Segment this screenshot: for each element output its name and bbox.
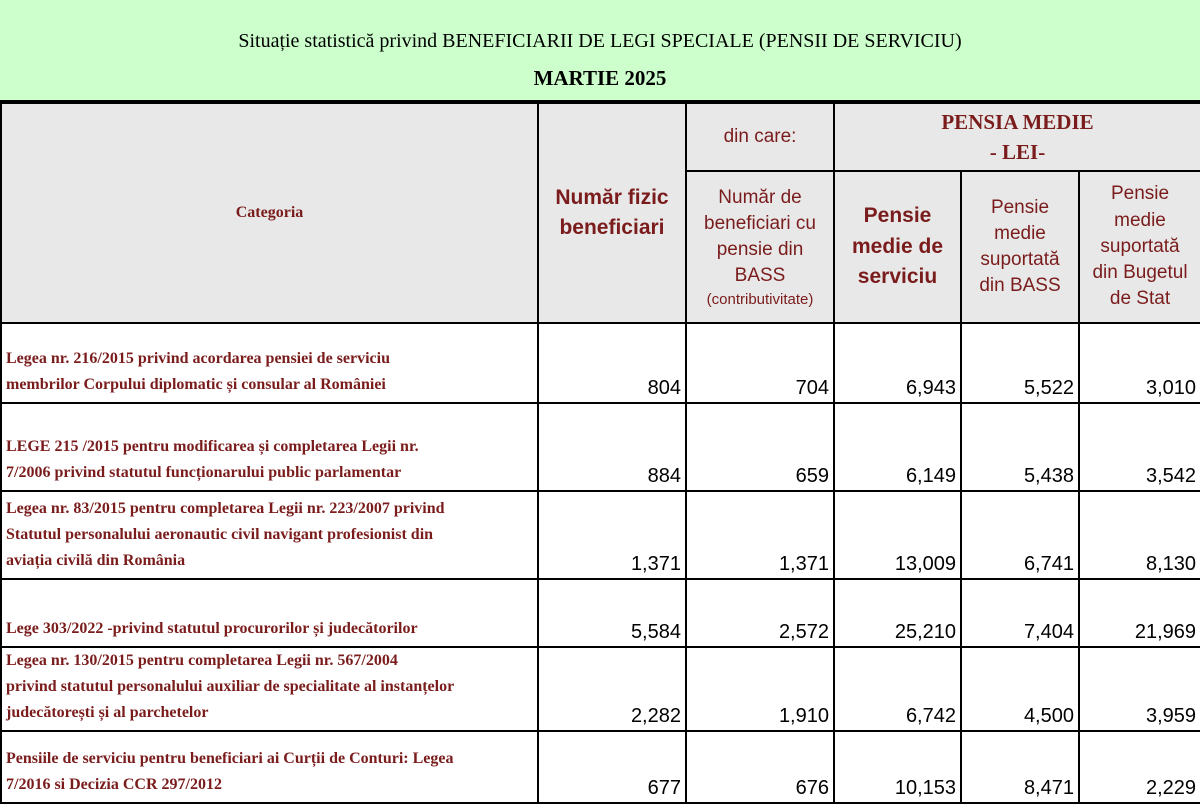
row-category-line: aviația civilă din România <box>6 552 186 570</box>
cell-pensie-serviciu: 6,943 <box>834 323 961 403</box>
row-category <box>1 403 538 491</box>
header-pensie-bass-line3: suportată <box>980 249 1060 270</box>
header-pensia-medie-line2: - LEI- <box>989 140 1046 164</box>
header-numar-bass-line1: Număr de <box>718 186 802 208</box>
header-pensie-buget-stat-line5: de Stat <box>1109 288 1171 310</box>
cell-pensie-serviciu: 6,149 <box>834 403 961 491</box>
row-category-line: Legea nr. 216/2015 privind acordarea pensiei de serviciu <box>6 350 390 368</box>
cell-numar-bass: 1,371 <box>686 491 834 579</box>
header-numar-bass-line3: pensie din <box>716 239 804 261</box>
row-category-line: Legea nr. 130/2015 pentru completarea Legii nr. 567/2004 <box>6 652 398 669</box>
header-pensie-buget-stat-line4: din Bugetul <box>1092 262 1188 284</box>
cell-pensie-bass: 6,741 <box>961 491 1079 579</box>
pension-stats-table <box>0 102 1200 804</box>
table-row <box>1 323 1200 403</box>
table-row <box>1 403 1200 491</box>
cell-numar-bass: 659 <box>686 403 834 491</box>
row-category <box>1 579 538 647</box>
header-numar-bass <box>686 171 834 323</box>
cell-numar-fizic: 2,282 <box>538 647 686 731</box>
cell-pensie-bass: 4,500 <box>961 647 1079 731</box>
cell-pensie-bass: 5,522 <box>961 323 1079 403</box>
header-pensia-medie <box>834 103 1200 171</box>
row-category <box>1 647 538 731</box>
cell-numar-bass: 704 <box>686 323 834 403</box>
header-pensie-bass-line4: din BASS <box>979 275 1061 297</box>
cell-numar-fizic: 1,371 <box>538 491 686 579</box>
report-period: MARTIE 2025 <box>533 66 667 90</box>
cell-pensie-buget-stat: 3,542 <box>1079 403 1200 491</box>
row-category-line: judecătorești și al parchetelor <box>6 703 209 721</box>
header-din-care-label: din care: <box>723 126 797 147</box>
header-numar-bass-line2: beneficiari cu <box>704 213 816 235</box>
cell-numar-bass: 1,910 <box>686 647 834 731</box>
header-pensie-bass <box>961 171 1079 323</box>
cell-pensie-buget-stat: 3,010 <box>1079 323 1200 403</box>
cell-numar-bass: 676 <box>686 731 834 803</box>
row-category <box>1 731 538 803</box>
header-pensie-bass-line2: medie <box>994 222 1046 244</box>
header-pensie-buget-stat-line3: suportată <box>1100 235 1180 257</box>
table-row <box>1 647 1200 731</box>
header-pensie-serviciu-line3: serviciu <box>857 265 938 289</box>
cell-pensie-buget-stat: 2,229 <box>1079 731 1200 803</box>
row-category-line: Legea nr. 83/2015 pentru completarea Legii nr. 223/2007 privind <box>6 500 445 518</box>
header-numar-bass-line5: (contributivitate) <box>706 290 814 308</box>
cell-numar-bass: 2,572 <box>686 579 834 647</box>
header-pensia-medie-line1: PENSIA MEDIE <box>941 109 1094 134</box>
header-pensie-buget-stat-line1: Pensie <box>1110 183 1170 205</box>
row-category-line: Statutul personalului aeronautic civil navigant profesionist din <box>6 526 434 544</box>
row-category-line: privind statutul personalului auxiliar de specialitate al instanțelor <box>6 677 455 695</box>
header-numar-fizic <box>538 103 686 323</box>
cell-pensie-buget-stat: 21,969 <box>1079 579 1200 647</box>
header-numar-fizic-line2: beneficiari <box>559 216 665 239</box>
header-numar-fizic-line1: Număr fizic <box>555 185 669 209</box>
header-pensie-serviciu <box>834 171 961 323</box>
row-category <box>1 491 538 579</box>
header-pensie-serviciu-line1: Pensie <box>863 204 932 228</box>
cell-numar-fizic: 884 <box>538 403 686 491</box>
header-categoria-label: Categoria <box>235 204 304 221</box>
header-din-care <box>686 103 834 171</box>
header-pensie-buget-stat <box>1079 171 1200 323</box>
cell-numar-fizic: 677 <box>538 731 686 803</box>
cell-pensie-serviciu: 13,009 <box>834 491 961 579</box>
row-category-line: Pensiile de serviciu pentru beneficiari ai Curții de Conturi: Legea <box>6 749 454 767</box>
row-category-line: 7/2016 si Decizia CCR 297/2012 <box>6 775 222 793</box>
cell-numar-fizic: 804 <box>538 323 686 403</box>
cell-pensie-bass: 7,404 <box>961 579 1079 647</box>
row-category-line: LEGE 215 /2015 pentru modificarea și completarea Legii nr. <box>6 438 419 456</box>
cell-pensie-bass: 8,471 <box>961 731 1079 803</box>
row-category <box>1 323 538 403</box>
cell-pensie-serviciu: 10,153 <box>834 731 961 803</box>
cell-pensie-buget-stat: 8,130 <box>1079 491 1200 579</box>
header-categoria <box>1 103 538 323</box>
table-row <box>1 579 1200 647</box>
table-row <box>1 491 1200 579</box>
title-band <box>0 0 1200 103</box>
table-row <box>1 731 1200 803</box>
header-pensie-buget-stat-line2: medie <box>1114 209 1166 231</box>
report-title: Situație statistică privind BENEFICIARII DE LEGI SPECIALE (PENSII DE SERVICIU) <box>238 30 962 52</box>
row-category-line: Lege 303/2022 -privind statutul procurorilor și judecătorilor <box>6 620 418 638</box>
cell-pensie-serviciu: 25,210 <box>834 579 961 647</box>
cell-pensie-bass: 5,438 <box>961 403 1079 491</box>
header-pensie-bass-line1: Pensie <box>990 196 1050 218</box>
cell-numar-fizic: 5,584 <box>538 579 686 647</box>
header-pensie-serviciu-line2: medie de <box>851 234 944 258</box>
row-category-line: 7/2006 privind statutul funcționarului public parlamentar <box>6 464 402 482</box>
header-numar-bass-line4: BASS <box>734 265 786 287</box>
cell-pensie-serviciu: 6,742 <box>834 647 961 731</box>
cell-pensie-buget-stat: 3,959 <box>1079 647 1200 731</box>
row-category-line: membrilor Corpului diplomatic și consular al României <box>6 376 386 394</box>
